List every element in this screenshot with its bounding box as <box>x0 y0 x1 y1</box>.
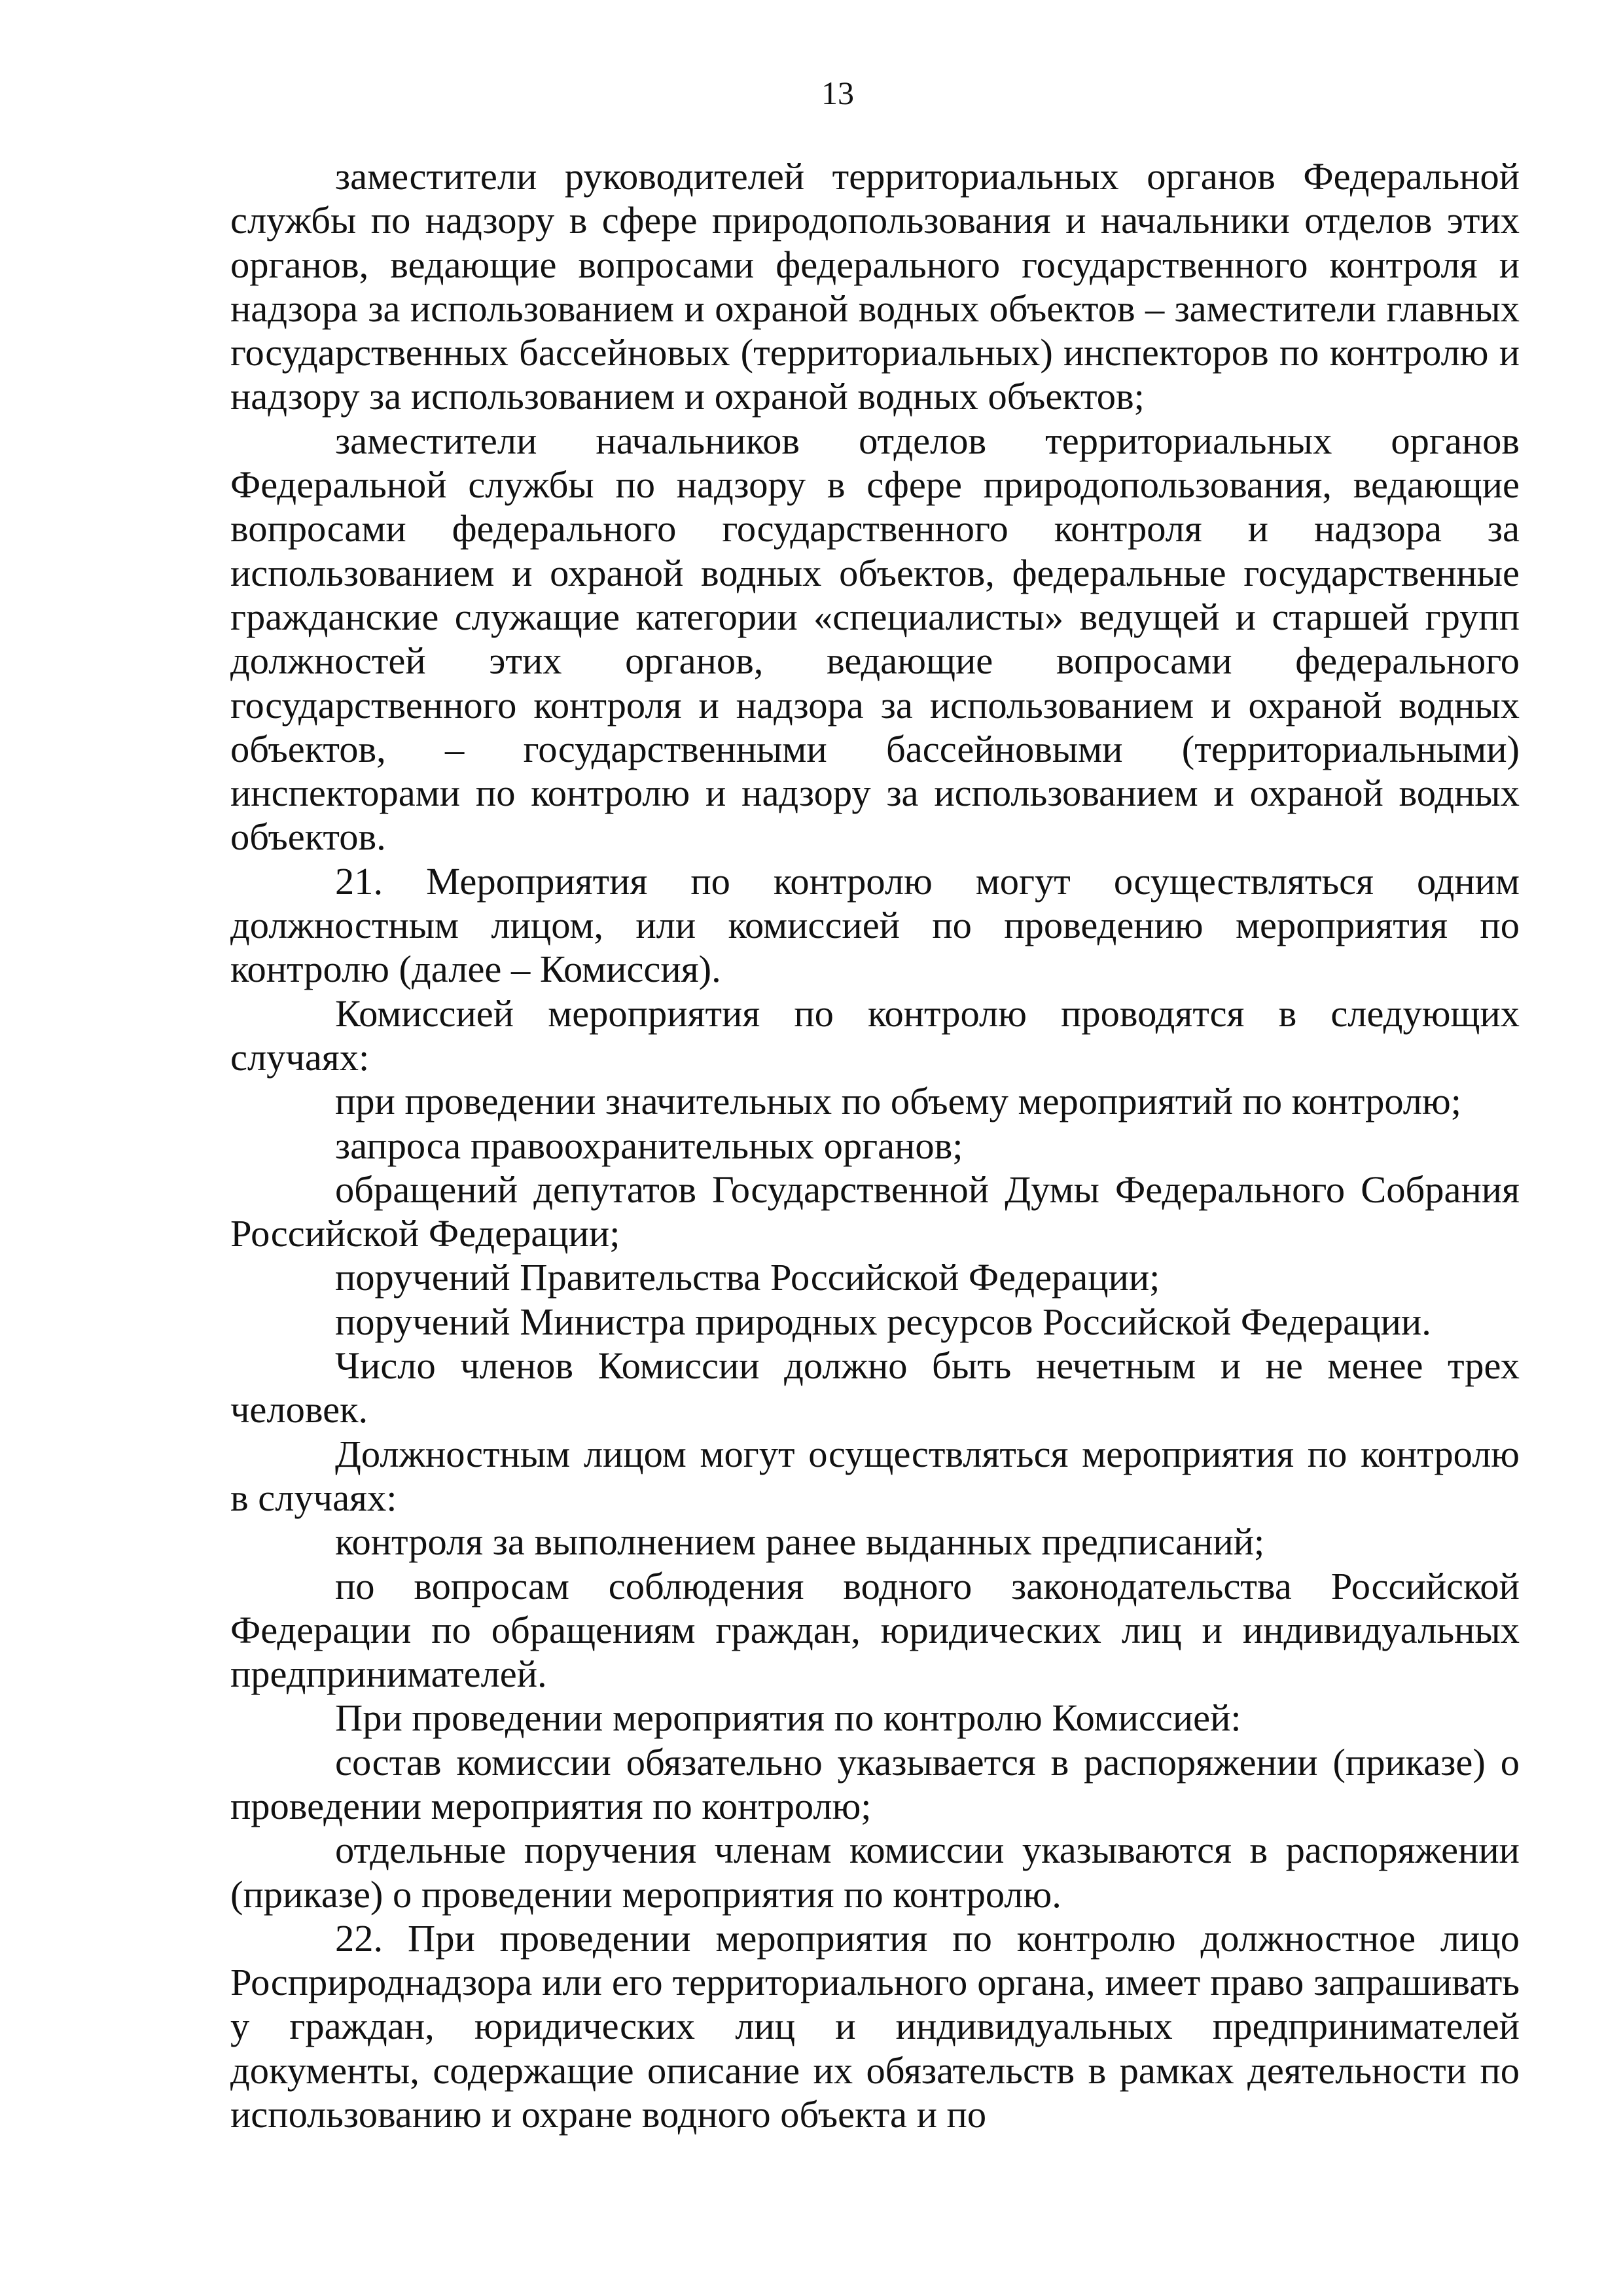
paragraph-clause-21: 21. Мероприятия по контролю могут осуществляться одним должностным лицом, или комиссией по проведению мероприятия по контролю (далее – Комиссия). <box>230 859 1520 991</box>
paragraph-commission-cases: Комиссией мероприятия по контролю проводятся в следующих случаях: <box>230 992 1520 1079</box>
paragraph-commission-procedure: При проведении мероприятия по контролю Комиссией: <box>335 1696 1241 1740</box>
paragraph-commission-size: Число членов Комиссии должно быть нечетным и не менее трех человек. <box>230 1344 1520 1431</box>
paragraph-official-cases: Должностным лицом могут осуществляться мероприятия по контролю в случаях: <box>230 1432 1520 1519</box>
list-item-prior-orders: контроля за выполнением ранее выданных предписаний; <box>335 1520 1265 1564</box>
list-item-minister-orders: поручений Министра природных ресурсов Российской Федерации. <box>335 1300 1431 1343</box>
paragraph-clause-22: 22. При проведении мероприятия по контролю должностное лицо Росприроднадзора или его территориального органа, имеет право запрашивать у граждан, юридических лиц и индивидуальных предпринимателей документы, содержащие описание их обязательств в рамках деятельности по использованию и охране водного объекта и по <box>230 1916 1520 2136</box>
list-item-government-orders: поручений Правительства Российской Федерации; <box>335 1256 1160 1299</box>
list-item-law-enforcement-request: запроса правоохранительных органов; <box>335 1124 963 1167</box>
list-item-member-assignments: отдельные поручения членам комиссии указываются в распоряжении (приказе) о проведении мероприятия по контролю. <box>230 1829 1520 1916</box>
document-body <box>230 154 1520 2136</box>
page-number: 13 <box>821 75 854 111</box>
list-item-commission-composition: состав комиссии обязательно указывается в распоряжении (приказе) о проведении мероприятия по контролю; <box>230 1740 1520 1827</box>
paragraph-deputy-heads: заместители руководителей территориальных органов Федеральной службы по надзору в сфере природопользования и начальники отделов этих органов, ведающие вопросами федерального государственного контроля и надзора за использованием и охраной водных объектов – заместители главных государственных бассейновых (территориальных) инспекторов по контролю и надзору за использованием и охраной водных объектов; <box>230 155 1520 418</box>
list-item-duma-deputies: обращений депутатов Государственной Думы Федерального Собрания Российской Федерации; <box>230 1168 1520 1255</box>
list-item-water-legislation: по вопросам соблюдения водного законодательства Российской Федерации по обращениям граждан, юридических лиц и индивидуальных предпринимателей. <box>230 1564 1520 1696</box>
list-item-significant-volume: при проведении значительных по объему мероприятий по контролю; <box>335 1080 1461 1123</box>
paragraph-deputy-department-heads: заместители начальников отделов территориальных органов Федеральной службы по надзору в сфере природопользования, ведающие вопросами федерального государственного контроля и надзора за использованием и охраной водных объектов, федеральные государственные гражданские служащие категории «специалисты» ведущей и старшей групп должностей этих органов, ведающие вопросами федерального государственного контроля и надзора за использованием и охраной водных объектов, – государственными бассейновыми (территориальными) инспекторами по контролю и надзору за использованием и охраной водных объектов. <box>230 419 1520 859</box>
